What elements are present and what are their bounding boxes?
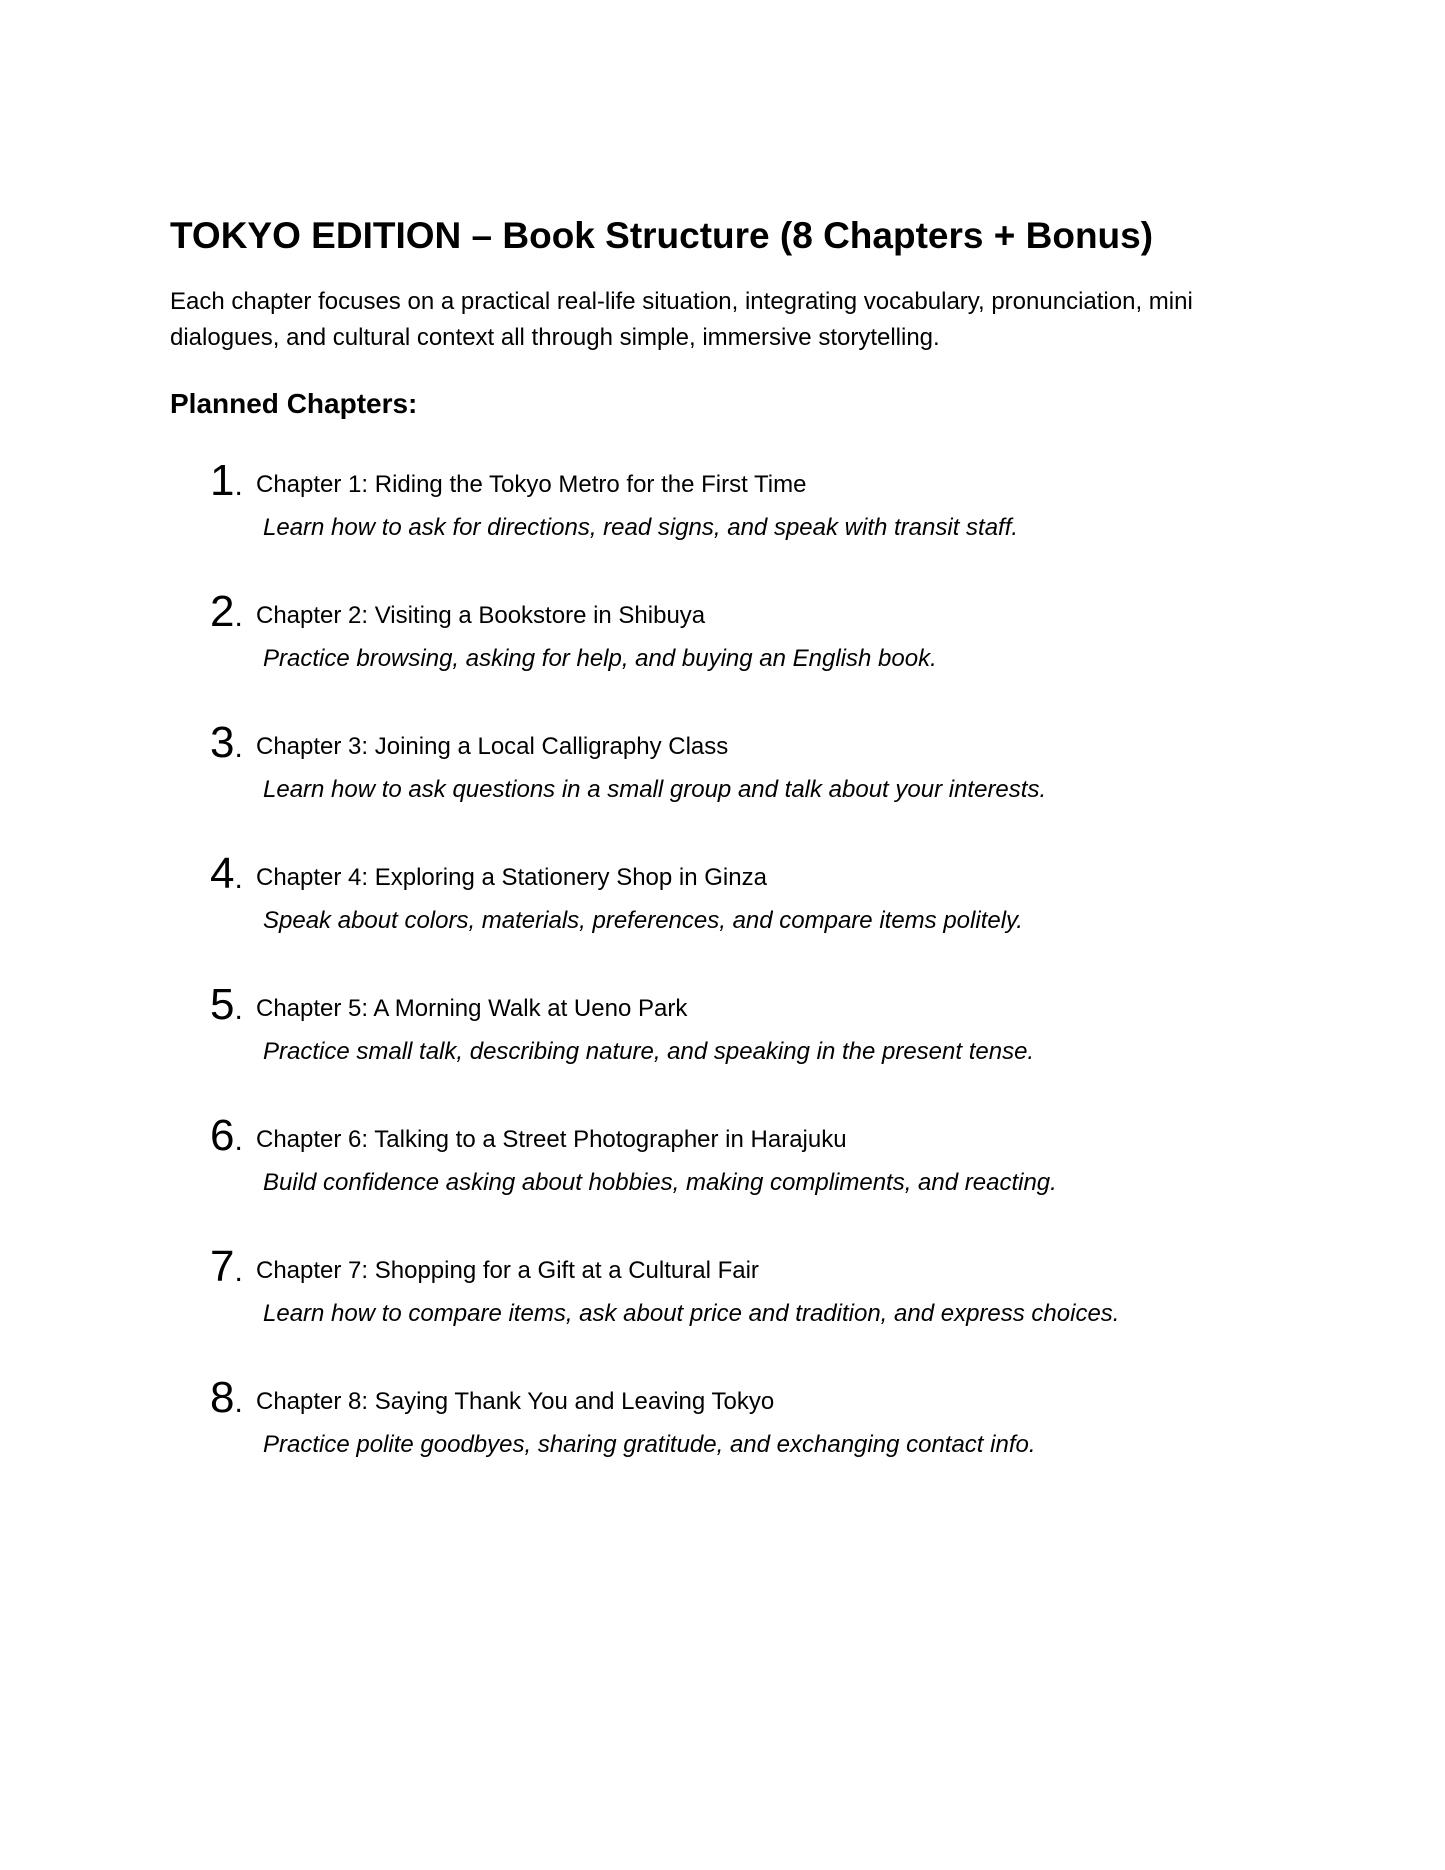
chapter-description: Learn how to compare items, ask about price and tradition, and express choices.: [263, 1300, 1120, 1327]
chapter-description: Speak about colors, materials, preferences, and compare items politely.: [263, 907, 1023, 934]
chapter-list: [170, 454, 1280, 1502]
intro-paragraph: Each chapter focuses on a practical real-life situation, integrating vocabulary, pronunciation, mini dialogues, and cultural context all through simple, immersive storytelling.: [170, 288, 1193, 351]
chapter-item: [170, 978, 1280, 1109]
chapter-item: [170, 1109, 1280, 1240]
chapter-title: Chapter 2: Visiting a Bookstore in Shibuya: [256, 602, 706, 629]
chapter-title: Chapter 4: Exploring a Stationery Shop in Ginza: [256, 864, 767, 891]
chapter-number: 8.: [210, 1373, 243, 1422]
chapter-number: 2.: [210, 587, 243, 636]
chapter-number: 4.: [210, 849, 243, 898]
chapter-description: Practice browsing, asking for help, and buying an English book.: [263, 645, 937, 672]
chapter-number: 6.: [210, 1111, 243, 1160]
chapter-title: Chapter 8: Saying Thank You and Leaving Tokyo: [256, 1388, 775, 1415]
chapter-item: [170, 454, 1280, 585]
chapter-item: [170, 716, 1280, 847]
section-heading: Planned Chapters:: [170, 388, 418, 419]
chapter-title: Chapter 1: Riding the Tokyo Metro for the First Time: [256, 471, 807, 498]
chapter-item: [170, 1371, 1280, 1502]
chapter-description: Practice small talk, describing nature, and speaking in the present tense.: [263, 1038, 1035, 1065]
chapter-title: Chapter 7: Shopping for a Gift at a Cultural Fair: [256, 1257, 759, 1284]
chapter-title: Chapter 3: Joining a Local Calligraphy Class: [256, 733, 729, 760]
chapter-item: [170, 847, 1280, 978]
chapter-number: 7.: [210, 1242, 243, 1291]
chapter-description: Learn how to ask questions in a small group and talk about your interests.: [263, 776, 1047, 803]
chapter-title: Chapter 6: Talking to a Street Photographer in Harajuku: [256, 1126, 847, 1153]
chapter-number: 1.: [210, 456, 243, 505]
chapter-title: Chapter 5: A Morning Walk at Ueno Park: [256, 995, 688, 1022]
chapter-number: 5.: [210, 980, 243, 1029]
chapter-description: Learn how to ask for directions, read signs, and speak with transit staff.: [263, 514, 1019, 541]
page-title: TOKYO EDITION – Book Structure (8 Chapters + Bonus): [170, 215, 1154, 256]
chapter-description: Practice polite goodbyes, sharing gratitude, and exchanging contact info.: [263, 1431, 1036, 1458]
document-page: [170, 208, 1280, 1502]
chapter-item: [170, 585, 1280, 716]
chapter-description: Build confidence asking about hobbies, making compliments, and reacting.: [263, 1169, 1057, 1196]
chapter-item: [170, 1240, 1280, 1371]
chapter-number: 3.: [210, 718, 243, 767]
